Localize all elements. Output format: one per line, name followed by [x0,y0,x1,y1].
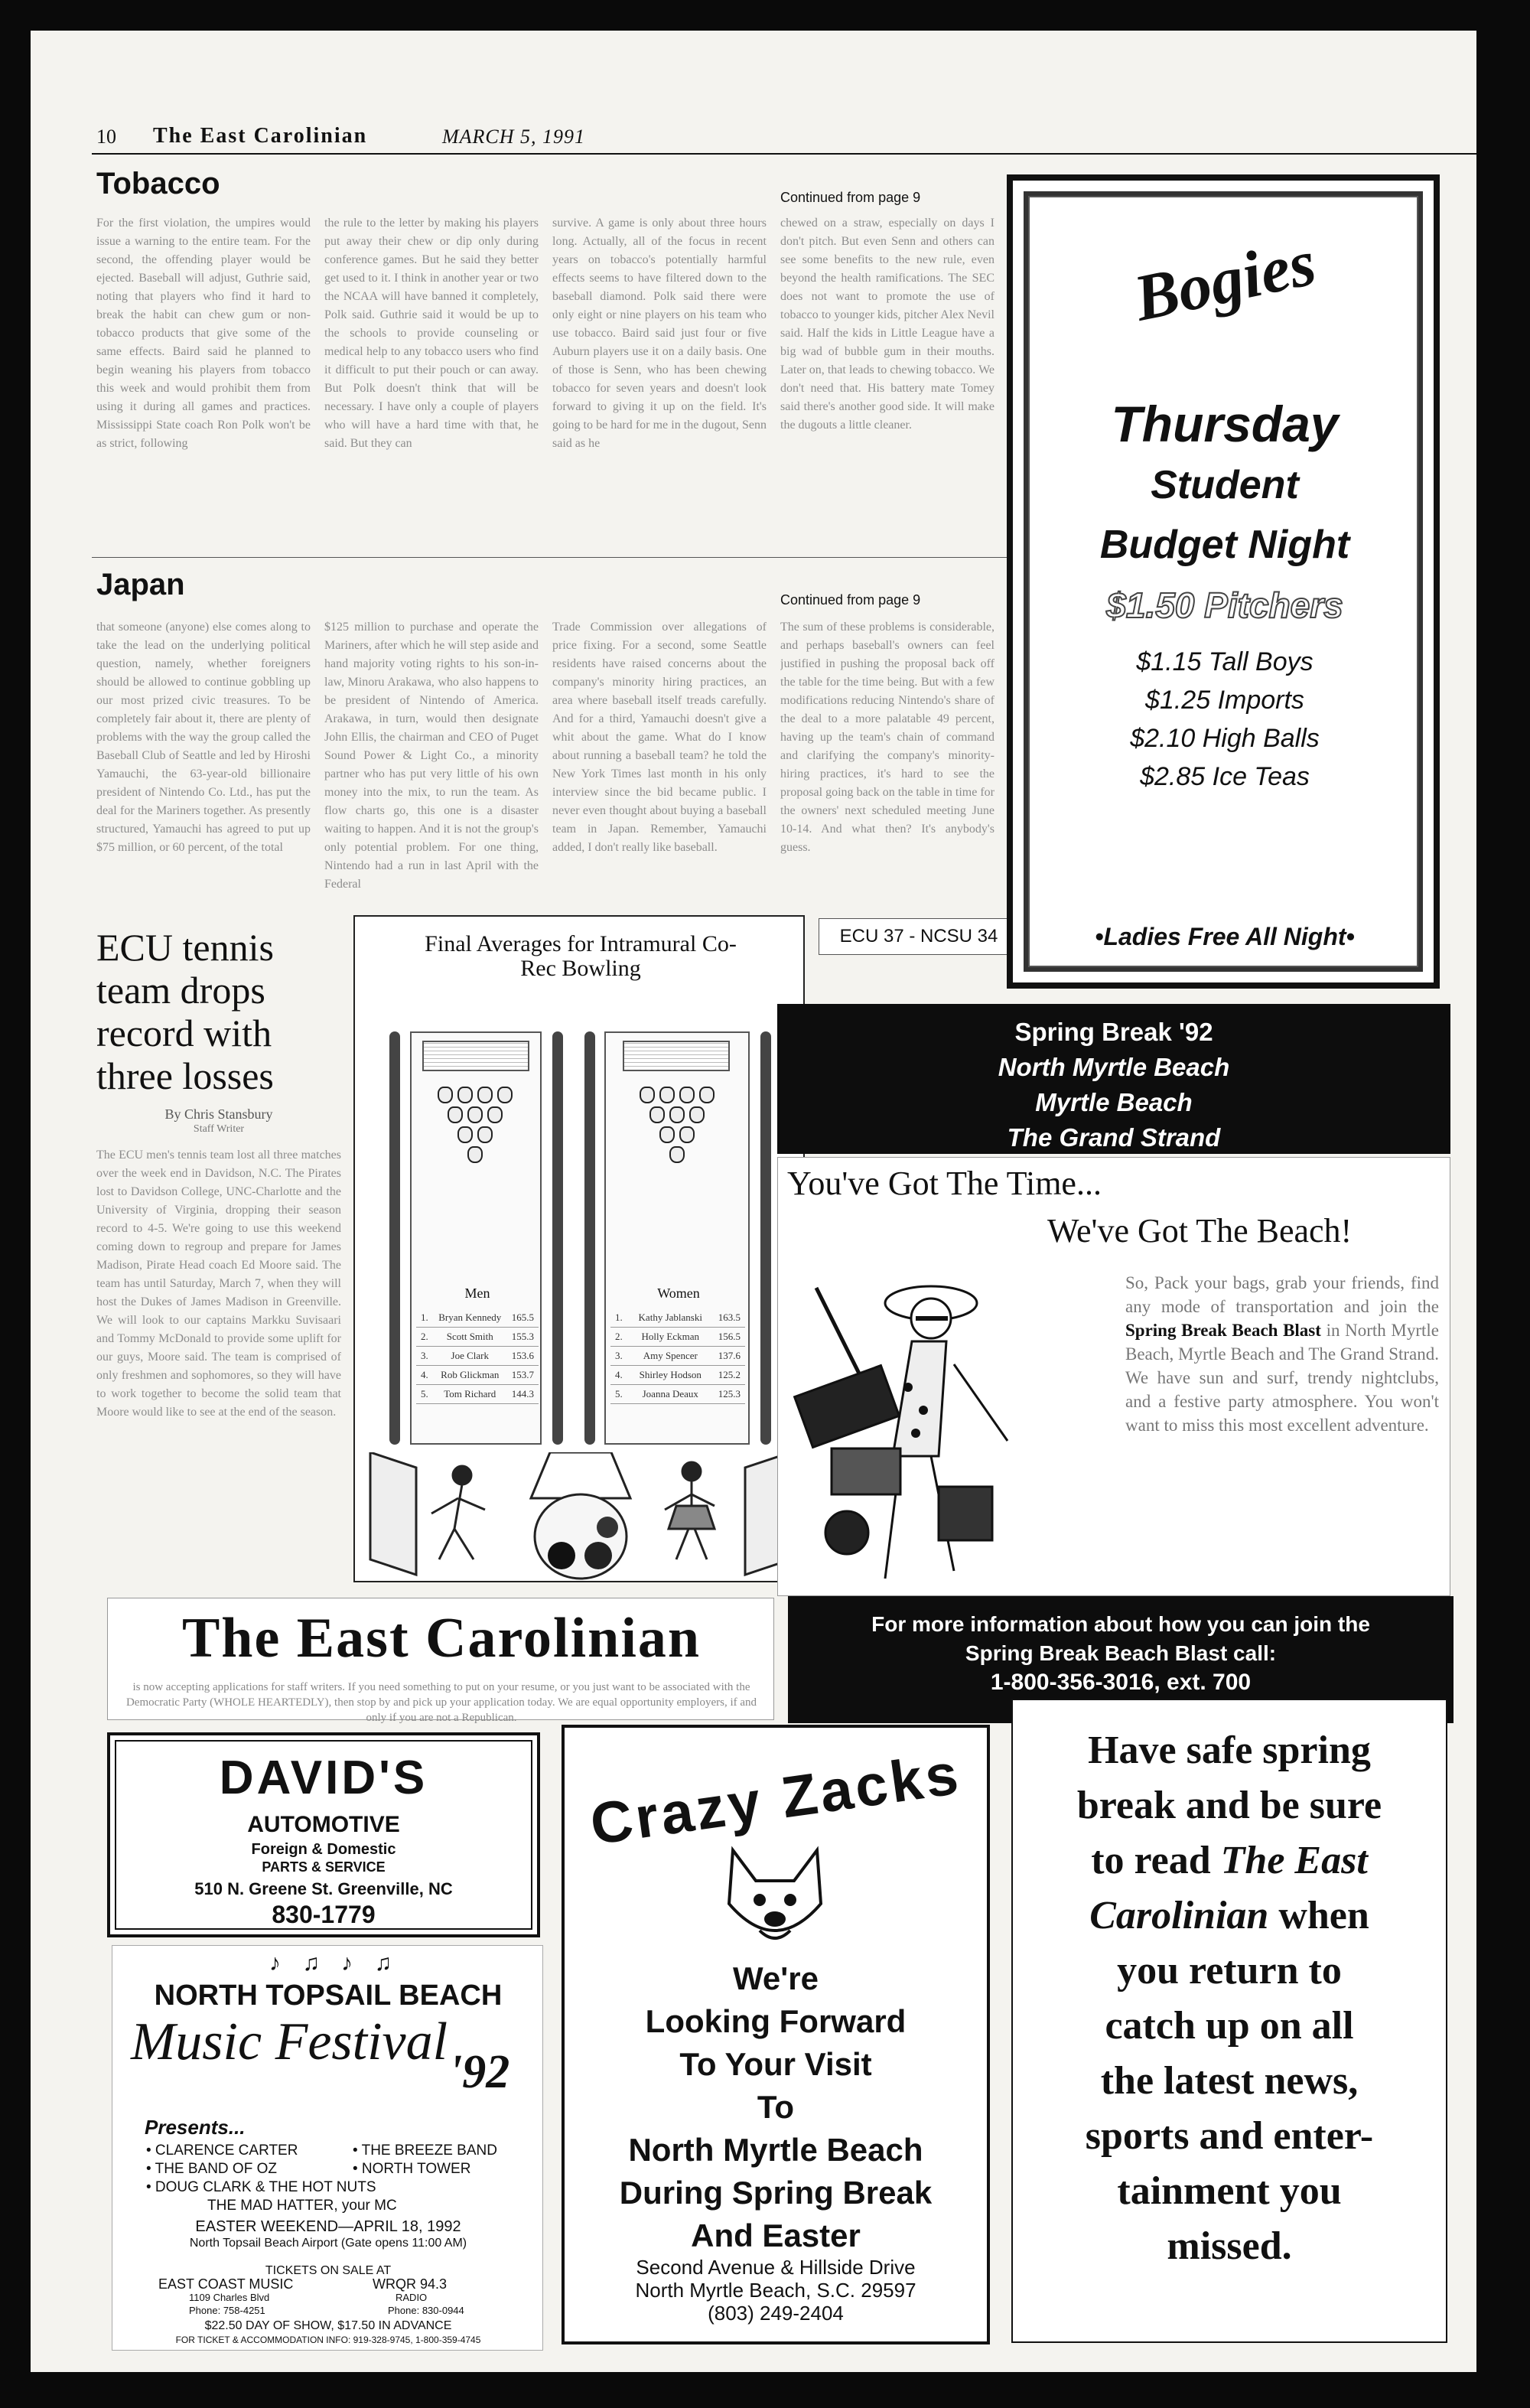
cz-line: And Easter [691,2217,861,2253]
bogies-special: $2.85 Ice Teas [1140,762,1310,791]
safe-line: missed. [1167,2224,1292,2268]
avg-row: 2. Scott Smith 155.3 [416,1328,539,1347]
davids-address: 510 N. Greene St. Greenville, NC [194,1879,453,1898]
avg-row: 1. Kathy Jablanski 163.5 [610,1308,745,1328]
sb-body: So, Pack your bags, grab your friends, find any mode of transportation and join the Spring Break Beach Blast in North Myrtle Beach, Myrtle Beach and The Grand Strand. We have sun and surf, trendy nightclubs, and a festive party atmosphere. You won't want to miss this most excellent adventure. [1125,1273,1439,1435]
japan-col-3: Trade Commission over allegations of price fixing. For a second, some Seattle residents have raised concerns about the company's minority hiring practices, an area where baseball itself treads carefully. And for a third, Yamauchi doesn't give a whit about the game. What do I know about running a baseball team? he told the New York Times last month in his only interview since the bid became public. I never even thought about buying a baseball team in Japan. Remember, Yamauchi added, I don't really like baseball. [552,621,767,854]
pin [659,1126,675,1143]
tobacco-col-1: For the first violation, the umpires would issue a warning to the entire team. For the second, the offending player would be ejected. Baseball will adjust, Guthrie said, noting that players who find it hard to break the habit can chew gum or non-tobacco products that give some of the same effects. Baird said he planned to begin weaning his players from tobacco this week and would prohibit them from using it during all games and practices. Mississippi State coach Ron Polk won't be as strict, following [96,217,311,450]
bogies-event-1: Student [1151,463,1299,507]
spring-break-banner [777,1004,1450,1154]
women-label: Women [657,1285,700,1301]
ec-text: is now accepting applications for staff writers. If you need something to put on your resume, or you just want to be associated with the Democratic Party (WHOLE HEARTEDLY), then stop by and pick up your application today. We are equal opportunity employers, if and only if you are not a Republican. [125,1681,757,1724]
safe-line: the latest news, [1100,2059,1359,2103]
fest-radio: WRQR 94.3 RADIO Phone: 830-0944 [373,2276,464,2316]
davids-name: DAVID'S [219,1751,428,1804]
cz-line: To Your Visit [679,2046,872,2082]
section-rule [92,557,1010,558]
lane-rail [552,1031,563,1445]
davids-sub-2: PARTS & SERVICE [262,1859,386,1875]
fest-act: • DOUG CLARK & THE HOT NUTS [146,2179,376,2195]
fest-title: NORTH TOPSAIL BEACH [154,1980,503,2012]
pin [699,1087,715,1103]
bogies-footer: •Ladies Free All Night• [1095,923,1355,950]
lane-rail [389,1031,400,1445]
safe-break-ad [1011,1699,1447,2343]
cz-logo: Crazy Zacks [586,1741,965,1858]
bowlers-illustration [355,1452,806,1582]
ec-masthead: The East Carolinian [181,1607,702,1670]
beach-girl-illustration [786,1257,1015,1594]
men-label: Men [464,1285,490,1301]
avg-row: 2. Holly Eckman 156.5 [610,1328,745,1347]
banner-line: North Myrtle Beach [998,1053,1230,1081]
pin [649,1106,665,1123]
fest-acts [146,2142,529,2215]
women-lane [604,1031,750,1445]
pin [448,1106,463,1123]
fest-location: North Topsail Beach Airport (Gate opens 11:00 AM) [189,2237,467,2250]
crazy-zacks-ad [562,1725,990,2344]
sb-cta-line: Spring Break Beach Blast call: [965,1641,1277,1665]
tennis-staff: Staff Writer [193,1123,245,1135]
bogies-inner [1028,196,1418,967]
cz-line: To [757,2089,795,2125]
pin [457,1126,473,1143]
pin [467,1106,483,1123]
pin [487,1106,503,1123]
lane-rail [760,1031,771,1445]
fest-store: EAST COAST MUSIC 1109 Charles Blvd Phone: 758-4251 [158,2276,294,2316]
safe-line: catch up on all [1105,2004,1354,2048]
masthead-small: The East Carolinian [153,124,368,148]
dog-icon [710,1843,840,1957]
avg-row: 3. Joe Clark 153.6 [416,1347,539,1366]
cz-line: Looking Forward [645,2003,907,2039]
fest-act: • THE BREEZE BAND [353,2142,497,2159]
fest-act: • THE BAND OF OZ [146,2161,277,2177]
fest-date: EASTER WEEKEND—APRIL 18, 1992 [195,2218,461,2235]
pin [679,1126,695,1143]
bogies-special: $1.25 Imports [1145,686,1304,715]
japan-col-1: that someone (anyone) else comes along to take the lead on the underlying political question, namely, whether foreigners should be allowed to continue gobbling up our most prized civic treasures. To be completely fair about it, there are plenty of problems with the way the group called the Baseball Club of Seattle and led by Hiroshi Yamauchi, the 63-year-old billionaire president of Nintendo Co. Ltd., has put the deal for the Mariners together. As presently structured, Yamauchi has agreed to put up $75 million, or 60 percent, of the total [96,621,311,854]
tobacco-col-4: chewed on a straw, especially on days I don't pitch. But even Senn and others can see some benefits to the new rule, even beyond the health ramifications. The SEC does not want to promote the use of tobacco to younger kids, pitcher Alex Nevil said. Half the kids in Little League have a big wad of bubble gum in their mouths. Later on, that leads to chewing tobacco. We don't need that. His battery mate Tomey said there's another good side. It will make the dugouts a little cleaner. [780,217,994,432]
safe-line: you return to [1117,1949,1342,1993]
pin [669,1146,685,1163]
tobacco-col-2: the rule to the letter by making his players put away their chew or dip only during conference games. But he said they better get used to it. I think in another year or two the NCAA will have banned it completely, Polk said. Guthrie said it would be up to the schools to provide counseling or medical help to any tobacco users who find it difficult to put their pouch or can away. But Polk doesn't think that will be necessary. I have only a couple of players who will have a hard time with that, he said. But they can [324,217,539,450]
safe-line: Carolinian when [1089,1894,1369,1937]
safe-line: break and be sure [1076,1784,1382,1827]
japan-title: Japan [96,568,185,601]
tennis-body: The ECU men's tennis team lost all three matches over the week end in Davidson, N.C. The Pirates lost to Davidson College, UNC-Charlotte and the University of Virginia, dropping their season record to 4-5. We're going to use this weekend coming down to regroup and prepare for James Madison, Pirate Head coach Ed Moore said. The team has until Saturday, March 7, when they will host the Dukes of James Madison in Greenville. We will look to our captains Markku Suvisaari and Tommy McDonald to provide some uplift for our guys, Moore said. The team is comprised of only freshmen and sophomores, so they will have to work together to become the solid team that Moore would like to see at the end of the season. [96,1149,341,1419]
fest-presents: Presents... [145,2116,246,2139]
cz-line: During Spring Break [619,2175,933,2211]
bogies-special: $1.15 Tall Boys [1136,647,1314,676]
bogies-logo: Bogies [1128,225,1322,335]
banner-line: Myrtle Beach [1035,1088,1193,1116]
men-averages [416,1308,539,1404]
pinsetter [623,1041,730,1071]
lane-rail [584,1031,595,1445]
pin [679,1087,695,1103]
score-box: ECU 37 - NCSU 34 [819,918,1019,955]
davids-ad [107,1732,540,1937]
fest-tickets-label: TICKETS ON SALE AT [265,2264,392,2277]
pin-triangle [635,1087,719,1155]
safe-line: Have safe spring [1088,1729,1371,1772]
davids-sub-1: Foreign & Domestic [251,1841,396,1858]
japan-col-2: $125 million to purchase and operate the Mariners, after which he will step aside and hand majority voting rights to his son-in-law, Minoru Arakawa, who also happens to be president of Nintendo of America. Arakawa, in turn, would then designate John Ellis, the chairman and CEO of Puget Sound Power & Light Co., a minority partner who has put very little of his own money into the mix, to run the team. As flow charts go, this one is a disaster waiting to happen. And it is not the group's only potential problem. For one thing, Nintendo had a run in last April with the Federal [324,621,539,891]
avg-row: 1. Bryan Kennedy 165.5 [416,1308,539,1328]
sb-headline-2: We've Got The Beach! [1047,1212,1353,1250]
tobacco-continued: Continued from page 9 [780,190,921,205]
sb-cta-phone: 1-800-356-3016, ext. 700 [990,1670,1252,1695]
cz-message [565,1957,987,2257]
fest-act: • NORTH TOWER [353,2161,471,2177]
fest-prices: $22.50 DAY OF SHOW, $17.50 IN ADVANCE [204,2319,452,2332]
music-fest-ad [112,1945,543,2351]
avg-row: 5. Joanna Deaux 125.3 [610,1385,745,1404]
bogies-special: $2.10 High Balls [1130,724,1320,753]
issue-date: MARCH 5, 1991 [442,125,586,148]
fest-year: '92 [449,2046,510,2098]
pin [497,1087,513,1103]
tobacco-col-3: survive. A game is only about three hours long. Actually, all of the focus in recent years on tobacco's potentially harmful effects seems to have filtered down to the baseball diamond. Polk said there were only eight or nine players on his team who use tobacco. Baird said just four or five Auburn players use it on a daily basis. One of those is Senn, who has been chewing tobacco for seven years and doesn't look forward to giving it up on the field. It's going to be hard for me in the dugout, Senn said as he [552,217,767,450]
fest-script: Music Festival [131,2012,448,2071]
pin-triangle [433,1087,517,1155]
header-rule [92,153,1476,155]
pin [477,1126,493,1143]
pin [659,1087,675,1103]
avg-row: 5. Tom Richard 144.3 [416,1385,539,1404]
pin [689,1106,705,1123]
tennis-headline: ECU tennis team drops record with three losses [96,926,274,1097]
ec-ad [107,1598,774,1724]
fest-mc: THE MAD HATTER, your MC [207,2198,397,2214]
pin [640,1087,655,1103]
avg-row: 4. Rob Glickman 153.7 [416,1366,539,1385]
sb-headline-1: You've Got The Time... [787,1165,1102,1202]
avg-row: 4. Shirley Hodson 125.2 [610,1366,745,1385]
banner-line: The Grand Strand [1007,1123,1221,1152]
bogies-ad [1007,174,1440,989]
pin [477,1087,493,1103]
bowling-title: Final Averages for Intramural Co-Rec Bowling [425,931,737,981]
banner-line: Spring Break '92 [1014,1018,1213,1046]
bogies-event-2: Budget Night [1099,523,1350,567]
cz-line: North Myrtle Beach [628,2132,923,2168]
fest-info: FOR TICKET & ACCOMMODATION INFO: 919-328-9745, 1-800-359-4745 [175,2335,481,2345]
fest-act: • CLARENCE CARTER [146,2142,298,2159]
japan-col-4: The sum of these problems is considerable, and perhaps baseball's owners can feel justified in pushing the proposal back off the table for the time being. But with a few modifications reducing Nintendo's share of the deal to a more palatable 49 percent, having up the team's chain of command and clarifying the company's minority-hiring practices, it's hard to see the proposal going back on the table in time for the owners' next scheduled meeting June 10-14. And what then? It's anybody's guess. [780,621,994,854]
avg-row: 3. Amy Spencer 137.6 [610,1347,745,1366]
page-number: 10 [96,125,116,148]
tennis-byline: By Chris Stansbury [164,1106,273,1122]
women-averages [610,1308,745,1404]
safe-line: sports and enter- [1085,2114,1374,2158]
tobacco-title: Tobacco [96,167,220,200]
davids-phone: 830-1779 [272,1901,376,1928]
safe-line: to read The East [1091,1839,1368,1882]
pin [669,1106,685,1123]
bogies-specials [1030,643,1420,796]
pin [467,1146,483,1163]
cz-line: We're [733,1960,819,1996]
pin [438,1087,453,1103]
sb-cta-line: For more information about how you can join the [871,1612,1370,1636]
pinsetter [422,1041,529,1071]
men-lane [410,1031,542,1445]
cz-address: Second Avenue & Hillside Drive North Myrtle Beach, S.C. 29597 (803) 249-2404 [635,2256,916,2325]
bowling-box [353,915,805,1582]
newspaper-page [31,31,1476,2372]
safe-line: tainment you [1117,2169,1342,2213]
music-notes-icon: ♪ ♫ ♪ ♫ [269,1950,399,1976]
spring-break-ad [777,1157,1450,1596]
pin [457,1087,473,1103]
japan-continued: Continued from page 9 [780,592,921,608]
bogies-day: Thursday [1111,396,1339,452]
bogies-pitchers: $1.50 Pitchers [1106,585,1343,625]
davids-type: AUTOMOTIVE [247,1812,400,1837]
